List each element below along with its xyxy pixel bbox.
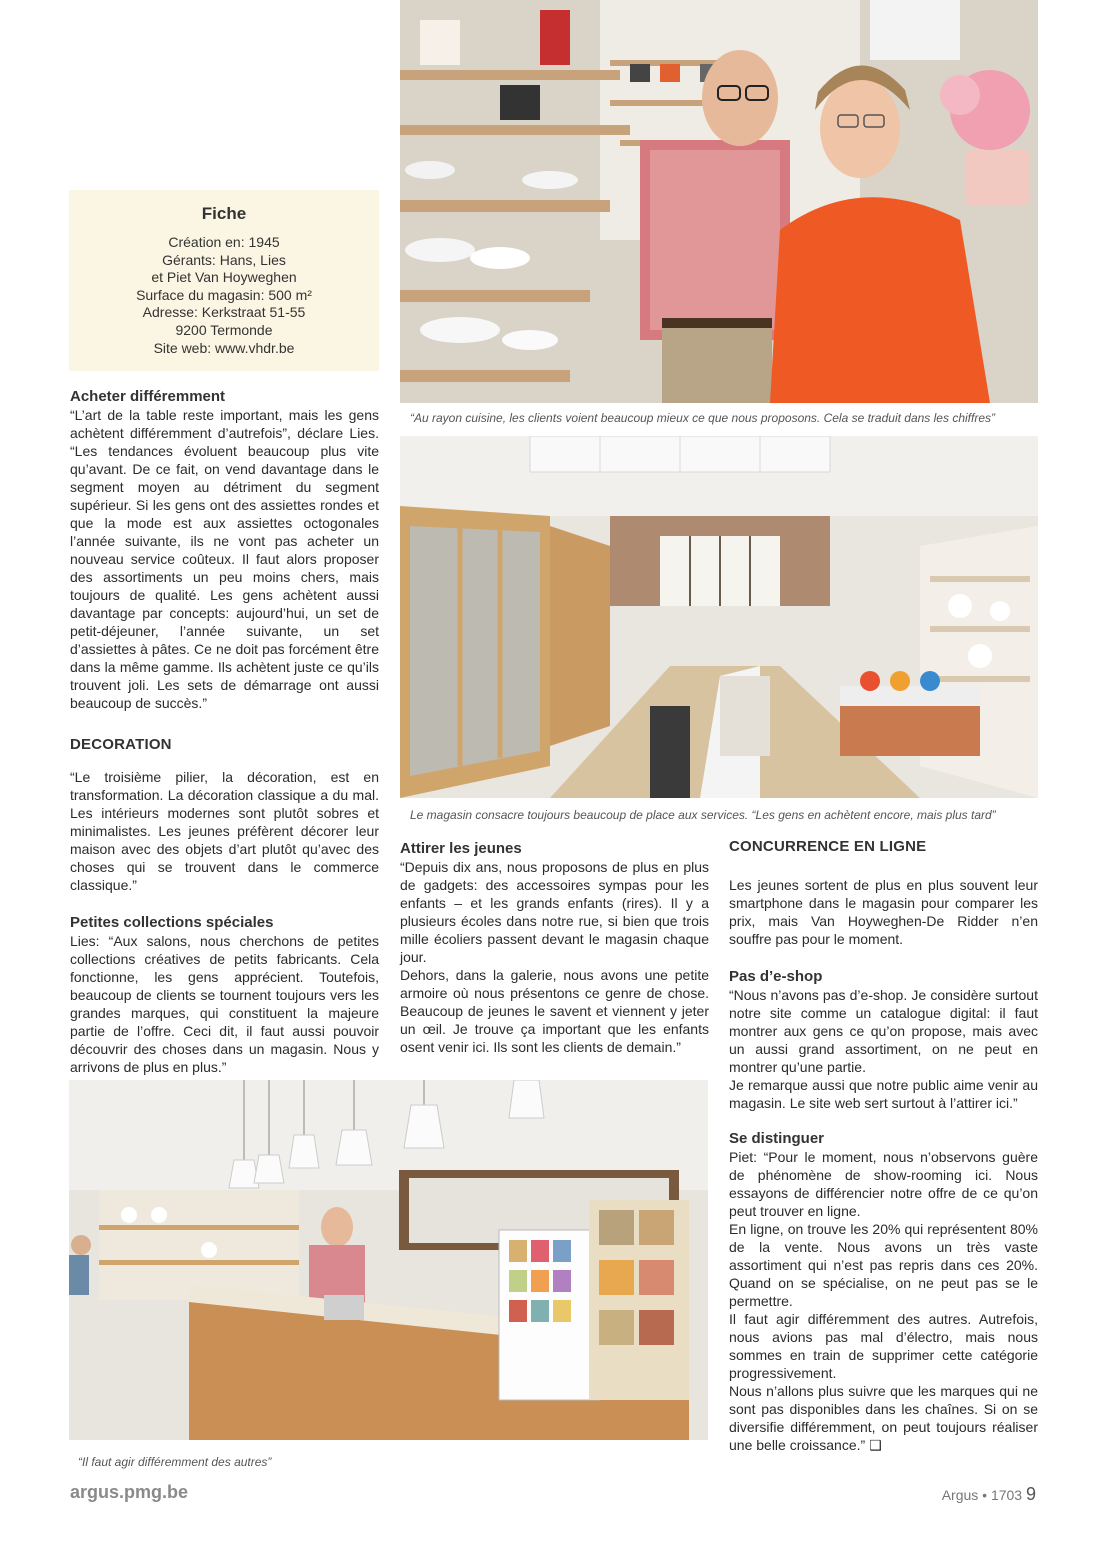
paragraph-distinguer-4: Nous n’allons plus suivre que les marques qui ne sont pas disponibles dans les chaînes. Si on se diversifie différemment, on peut toujours réaliser une belle croissance.” xyxy=(729,1383,1038,1453)
fiche-title: Fiche xyxy=(201,204,247,223)
paragraph-distinguer-2: En ligne, on trouve les 20% qui représentent 80% de la vente. Nous avons un très vaste assortiment qui n’est pas repris dans ces 20%. Quand on se spécialise, on ne peut pas se le permettre. xyxy=(729,1221,1038,1309)
fiche-line: 9200 Termonde xyxy=(175,321,273,338)
fiche-line: Adresse: Kerkstraat 51-55 xyxy=(142,304,306,321)
footer-issue xyxy=(942,1484,1036,1505)
column-right xyxy=(729,838,1038,1454)
caption-photo3: “Il faut agir différemment des autres” xyxy=(78,1455,272,1469)
paragraph-eshop-2: Je remarque aussi que notre public aime venir au magasin. Le site web sert surtout à l’attirer ici.” xyxy=(729,1077,1038,1111)
paragraph-distinguer-1: Piet: “Pour le moment, nous n’observons guère de phénomène de show-rooming ici. Nous essayons de différencier notre offre de ce qu’on peut trouver en ligne. xyxy=(729,1149,1038,1219)
heading-acheter: Acheter différemment xyxy=(70,388,226,405)
fiche-line: Création en: 1945 xyxy=(168,234,280,250)
photo-couple-kitchen xyxy=(400,0,1038,403)
page-number: 9 xyxy=(1025,1484,1036,1504)
fiche-line: Surface du magasin: 500 m² xyxy=(136,286,312,303)
column-middle xyxy=(400,840,709,1056)
paragraph-eshop-1: “Nous n’avons pas d’e-shop. Je considère surtout notre site comme un catalogue digital: il faut montrer aux gens ce qu’on propose, mais avec un aussi grand assortiment, on ne peut en montrer qu’une partie. xyxy=(729,987,1038,1075)
paragraph-attirer-1: “Depuis dix ans, nous proposons de plus en plus de gadgets: des accessoires sympas pour les enfants – et les grands enfants (rires). Il y a plusieurs écoles dans notre rue, si bien que trois mille écoliers passent devant le magasin chaque jour. xyxy=(400,859,709,965)
fiche-box xyxy=(69,190,379,371)
paragraph-distinguer-3: Il faut agir différemment des autres. Autrefois, nous avions pas mal d’électro, mais nous sommes en train de supprimer cette catégorie progressivement. xyxy=(729,1311,1038,1381)
footer-website: argus.pmg.be xyxy=(70,1482,189,1502)
caption-photo2: Le magasin consacre toujours beaucoup de place aux services. “Les gens en achètent encore, mais plus tard” xyxy=(410,808,996,822)
heading-distinguer: Se distinguer xyxy=(729,1130,825,1147)
fiche-line: et Piet Van Hoyweghen xyxy=(151,269,297,286)
photo-counter xyxy=(69,1080,708,1440)
heading-attirer: Attirer les jeunes xyxy=(400,840,522,857)
fiche-line: Gérants: Hans, Lies xyxy=(162,251,286,268)
heading-eshop: Pas d’e-shop xyxy=(729,968,823,985)
heading-concurrence: CONCURRENCE EN LIGNE xyxy=(729,838,927,855)
end-mark: ❑ xyxy=(869,1437,882,1453)
paragraph-attirer-2: Dehors, dans la galerie, nous avons une petite armoire où nous présentons ce genre de chose. Beaucoup de jeunes le savent et viennent y jeter un œil. Je trouve ça important que les enfants osent venir ici. Ils sont les clients de demain.” xyxy=(400,967,709,1055)
paragraph-acheter: “L’art de la table reste important, mais les gens achètent différemment d’autrefois”, déclare Lies. “Les tendances évoluent beaucoup plus vite qu’avant. De ce fait, on vend davantage dans le segment moyen au détriment du segment supérieur. Si les gens ont des assiettes rondes et que la mode est aux assiettes octogonales l’année suivante, ils ne vont pas acheter un nouveau service coûteux. Il faut alors proposer des assortiments un peu moins chers, mais toujours de qualité. Les gens achètent aussi davantage par concepts: aujourd’hui, un set de petit-déjeuner, l’année suivante, un set d’assiettes à pâtes. Ce ne doit pas forcément être dans la même gamme. Ils achètent juste ce qu’ils trouvent joli. Les sets de démarrage ont aussi beaucoup de succès.” xyxy=(70,407,379,711)
fiche-line: Site web: www.vhdr.be xyxy=(153,339,295,356)
heading-petites: Petites collections spéciales xyxy=(70,914,274,931)
heading-decoration: DECORATION xyxy=(70,736,172,753)
column-left xyxy=(70,388,379,1076)
caption-photo1: “Au rayon cuisine, les clients voient beaucoup mieux ce que nous proposons. Cela se traduit dans les chiffres” xyxy=(410,411,995,425)
photo-store-interior xyxy=(400,436,1038,798)
paragraph-concurrence: Les jeunes sortent de plus en plus souvent leur smartphone dans le magasin pour comparer les prix, mais Van Hoyweghen-De Ridder n’en souffre pas pour le moment. xyxy=(729,877,1038,947)
paragraph-decoration: “Le troisième pilier, la décoration, est en transformation. La décoration classique a du mal. Les intérieurs modernes sont plutôt sobres et minimalistes. Les jeunes préfèrent décorer leur maison avec des objets d’art plutôt qu’avec des choses qui se trouvent dans le commerce classique.” xyxy=(70,769,379,893)
paragraph-petites: Lies: “Aux salons, nous cherchons de petites collections créatives de petits fabricants. Cela fonctionne, les gens apprécient. Toutefois, beaucoup de clients se tournent toujours vers les grandes marques, qui constituent la majeure partie de l’offre. Ceci dit, il faut aussi pouvoir découvrir des choses dans un magasin. Nous y arrivons de plus en plus.” xyxy=(70,933,379,1075)
footer-magazine: Argus • 1703 xyxy=(941,1487,1023,1503)
